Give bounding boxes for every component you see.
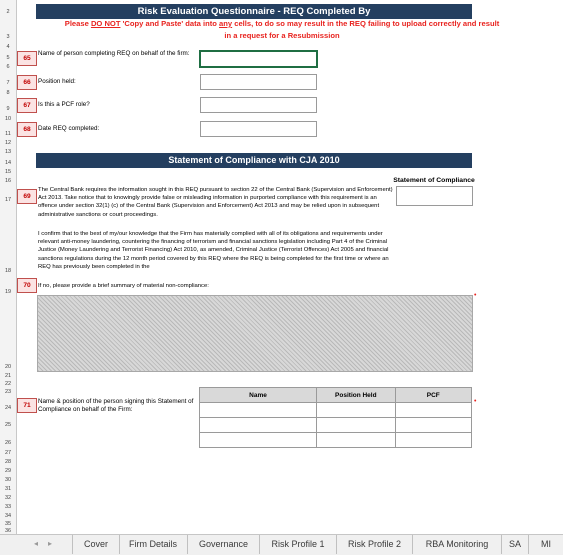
tab-sa[interactable]: SA bbox=[502, 535, 529, 554]
row-number[interactable]: 29 bbox=[4, 468, 12, 474]
question-text-67: Is this a PCF role? bbox=[38, 101, 90, 108]
signatory-table bbox=[199, 387, 472, 448]
scroll-tabs-right-icon[interactable]: ▸ bbox=[47, 539, 52, 548]
row-number[interactable]: 20 bbox=[4, 364, 12, 370]
row-number[interactable]: 33 bbox=[4, 504, 12, 510]
row-number[interactable]: 28 bbox=[4, 459, 12, 465]
question-number-71: 71 bbox=[17, 398, 37, 413]
tab-rba-monitoring[interactable]: RBA Monitoring bbox=[413, 535, 502, 554]
signatory-pcf-cell[interactable] bbox=[395, 433, 471, 448]
warning-text: Please bbox=[64, 19, 91, 28]
date-completed-input[interactable] bbox=[200, 121, 317, 137]
row-number[interactable]: 12 bbox=[4, 140, 12, 146]
signatory-position-cell[interactable] bbox=[317, 433, 396, 448]
warning-emphasis: any bbox=[219, 19, 233, 28]
warning-line-1 bbox=[22, 18, 542, 30]
row-number[interactable]: 8 bbox=[6, 90, 10, 96]
compliance-section-title: Statement of Compliance with CJA 2010 bbox=[36, 153, 472, 168]
name-of-person-input[interactable] bbox=[199, 50, 318, 68]
signatory-name-cell[interactable] bbox=[200, 433, 317, 448]
row-number[interactable]: 2 bbox=[6, 9, 10, 15]
row-number[interactable]: 5 bbox=[6, 55, 10, 61]
table-header-row bbox=[200, 388, 472, 403]
legal-notice-text: The Central Bank requires the information sought in this REQ pursuant to section 22 of the Central Bank (Supervision and Enforcement) Act 2013. Take notice that to knowingly provide false or misleading information in purported compliance with this requirement is an offence under section 32(1) (c) of the Central Bank (Supervision and Enforcement) Act 2013 and may be relied upon in subsequent administrative sanctions or court proceedings. bbox=[38, 187, 393, 218]
row-number[interactable]: 15 bbox=[4, 169, 12, 175]
row-number[interactable]: 4 bbox=[6, 44, 10, 50]
signatory-pcf-cell[interactable] bbox=[395, 403, 471, 418]
statement-of-compliance-input[interactable] bbox=[396, 186, 473, 206]
required-marker: • bbox=[474, 398, 477, 405]
warning-text: cells, to do so may result in the REQ failing to upload correctly and result bbox=[232, 19, 500, 28]
confirmation-text: I confirm that to the best of my/our knowledge that the Firm has materially complied with all of its obligations and requirements under relevant anti-money laundering, countering the financing of terrorism and financial sanctions legislation including Part 4 of the Criminal Justice (Money Laundering and Terrorist Financing) Act 2010, as amended, Criminal Justice (Terrorist Offences) Act 2005 and financial sanctions regulations during the 12 month period covered by this REQ where the REQ is being completed for the first time or where an REQ has previously been completed in the bbox=[38, 231, 389, 270]
row-number[interactable]: 25 bbox=[4, 422, 12, 428]
required-marker: • bbox=[474, 292, 477, 299]
row-number[interactable]: 7 bbox=[6, 80, 10, 86]
row-number[interactable]: 14 bbox=[4, 160, 12, 166]
question-number-68: 68 bbox=[17, 122, 37, 137]
question-text-71: Name & position of the person signing this Statement of Compliance on behalf of the Firm: bbox=[38, 398, 194, 413]
row-number[interactable]: 31 bbox=[4, 486, 12, 492]
row-number[interactable]: 35 bbox=[4, 521, 12, 527]
table-row bbox=[200, 433, 472, 448]
row-number[interactable]: 6 bbox=[6, 64, 10, 70]
row-number[interactable]: 34 bbox=[4, 513, 12, 519]
table-row bbox=[200, 418, 472, 433]
signatory-position-cell[interactable] bbox=[317, 403, 396, 418]
row-number[interactable]: 23 bbox=[4, 389, 12, 395]
question-text-68: Date REQ completed: bbox=[38, 125, 100, 132]
question-number-65: 65 bbox=[17, 51, 37, 66]
row-number[interactable]: 24 bbox=[4, 405, 12, 411]
tab-firm-details[interactable]: Firm Details bbox=[119, 535, 188, 554]
question-text-65: Name of person completing REQ on behalf of the firm: bbox=[38, 50, 190, 57]
column-header-name: Name bbox=[200, 388, 317, 403]
non-compliance-summary-input[interactable] bbox=[37, 295, 473, 372]
tab-risk-profile-1[interactable]: Risk Profile 1 bbox=[260, 535, 337, 554]
question-text-66: Position held: bbox=[38, 78, 76, 85]
row-number[interactable]: 27 bbox=[4, 450, 12, 456]
row-number[interactable]: 16 bbox=[4, 178, 12, 184]
row-number[interactable]: 19 bbox=[4, 289, 12, 295]
scroll-tabs-left-icon[interactable]: ◂ bbox=[33, 539, 38, 548]
row-number[interactable]: 30 bbox=[4, 477, 12, 483]
row-number[interactable]: 32 bbox=[4, 495, 12, 501]
question-text-70: If no, please provide a brief summary of material non-compliance: bbox=[38, 283, 209, 289]
signatory-name-cell[interactable] bbox=[200, 403, 317, 418]
warning-text: 'Copy and Paste' data into bbox=[120, 19, 220, 28]
row-number[interactable]: 9 bbox=[6, 106, 10, 112]
row-number[interactable]: 18 bbox=[4, 268, 12, 274]
column-header-position-held: Position Held bbox=[317, 388, 396, 403]
row-number[interactable]: 21 bbox=[4, 373, 12, 379]
table-row bbox=[200, 403, 472, 418]
row-number[interactable]: 13 bbox=[4, 149, 12, 155]
position-held-input[interactable] bbox=[200, 74, 317, 90]
tab-mi[interactable]: MI bbox=[541, 539, 551, 549]
signatory-pcf-cell[interactable] bbox=[395, 418, 471, 433]
row-number[interactable]: 36 bbox=[4, 528, 12, 534]
statement-of-compliance-label: Statement of Compliance bbox=[393, 177, 475, 184]
row-number[interactable]: 10 bbox=[4, 116, 12, 122]
question-number-69: 69 bbox=[17, 189, 37, 204]
pcf-role-input[interactable] bbox=[200, 97, 317, 113]
signatory-name-cell[interactable] bbox=[200, 418, 317, 433]
tab-cover[interactable]: Cover bbox=[72, 535, 120, 554]
question-number-66: 66 bbox=[17, 75, 37, 90]
row-number[interactable]: 3 bbox=[6, 34, 10, 40]
row-number[interactable]: 22 bbox=[4, 381, 12, 387]
column-header-pcf: PCF bbox=[395, 388, 471, 403]
page-title: Risk Evaluation Questionnaire - REQ Completed By bbox=[36, 4, 472, 19]
row-number[interactable]: 26 bbox=[4, 440, 12, 446]
warning-line-2: in a request for a Resubmission bbox=[224, 31, 340, 40]
warning-emphasis: DO NOT bbox=[90, 19, 121, 28]
signatory-position-cell[interactable] bbox=[317, 418, 396, 433]
row-number[interactable]: 11 bbox=[5, 131, 11, 137]
question-number-70: 70 bbox=[17, 278, 37, 293]
tab-risk-profile-2[interactable]: Risk Profile 2 bbox=[337, 535, 413, 554]
tab-governance[interactable]: Governance bbox=[188, 535, 260, 554]
question-number-67: 67 bbox=[17, 98, 37, 113]
sheet-tab-bar bbox=[0, 534, 563, 555]
row-number[interactable]: 17 bbox=[4, 197, 12, 203]
row-header-column bbox=[0, 0, 17, 534]
